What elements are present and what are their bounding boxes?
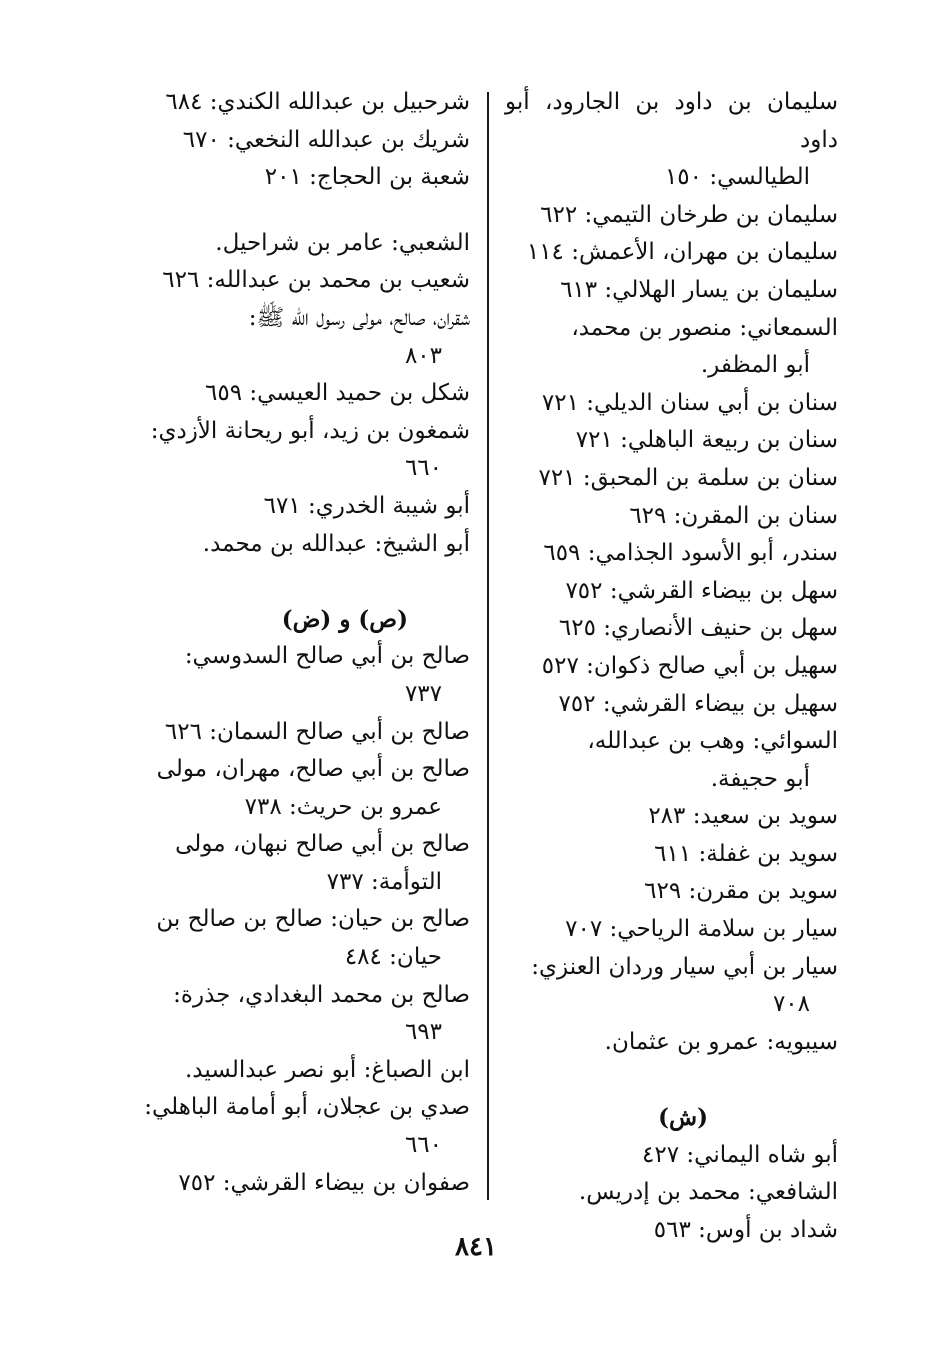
entry-text: شقران، صالح، مولى رسول الله ﷺ: — [248, 304, 470, 331]
entry-text: سهل بن بيضاء القرشي: ٧٥٢ — [565, 577, 838, 604]
entry-text: سنان بن أبي سنان الديلي: ٧٢١ — [541, 389, 838, 416]
entry-continuation: ٨٠٣ — [404, 342, 442, 369]
entry-text: سنان بن ربيعة الباهلي: ٧٢١ — [575, 427, 838, 454]
index-entry — [140, 1089, 470, 1164]
index-entry — [140, 262, 470, 300]
entry-continuation: ٧٣٧ — [404, 680, 442, 707]
entry-text: سنان بن المقرن: ٦٢٩ — [629, 502, 838, 529]
entry-text: سليمان بن داود بن الجارود، أبو داود — [505, 89, 838, 153]
entry-continuation: عمرو بن حريث: ٧٣٨ — [244, 793, 442, 820]
index-entry — [140, 1165, 470, 1203]
index-entry — [140, 751, 470, 826]
entry-continuation: حيان: ٤٨٤ — [344, 944, 442, 971]
index-entry — [140, 526, 470, 564]
entry-text: شكل بن حميد العيسي: ٦٥٩ — [204, 380, 470, 407]
entry-text: شريك بن عبدالله النخعي: ٦٧٠ — [182, 126, 470, 153]
entry-text: سليمان بن مهران، الأعمش: ١١٤ — [526, 239, 838, 266]
entry-text: شداد بن أوس: ٥٦٣ — [653, 1216, 838, 1243]
index-entry — [505, 648, 838, 686]
entry-text: سندر، أبو الأسود الجذامي: ٦٥٩ — [543, 540, 838, 567]
index-entry — [140, 375, 470, 413]
entry-text: سهل بن حنيف الأنصاري: ٦٢٥ — [558, 615, 838, 642]
index-entry — [505, 836, 838, 874]
left-column — [140, 84, 470, 1202]
index-entry — [505, 911, 838, 949]
index-entry — [505, 573, 838, 611]
index-entry — [140, 413, 470, 488]
index-entry — [140, 159, 470, 197]
index-entry — [505, 84, 838, 197]
entry-text: صدي بن عجلان، أبو أمامة الباهلي: — [144, 1094, 470, 1121]
entry-text: سويد بن مقرن: ٦٢٩ — [644, 878, 838, 905]
index-entry — [505, 1024, 838, 1062]
column-divider — [487, 92, 489, 1200]
index-entry — [505, 798, 838, 836]
entry-text: شرحبيل بن عبدالله الكندي: ٦٨٤ — [165, 89, 470, 115]
index-entry — [505, 686, 838, 724]
index-entry — [505, 1174, 838, 1212]
entry-continuation: ٦٦٠ — [404, 455, 442, 482]
entry-text: الشعبي: عامر بن شراحيل. — [215, 229, 470, 256]
index-entry — [505, 234, 838, 272]
entry-text: ابن الصباغ: أبو نصر عبدالسيد. — [185, 1056, 470, 1083]
index-entry — [505, 949, 838, 1024]
index-entry — [140, 901, 470, 976]
entry-continuation: أبو المظفر. — [700, 352, 810, 379]
index-entry — [505, 498, 838, 536]
entry-text: صالح بن أبي صالح السمان: ٦٢٦ — [164, 718, 470, 745]
index-entry — [505, 873, 838, 911]
entry-text: سهيل بن بيضاء القرشي: ٧٥٢ — [558, 690, 838, 717]
index-entry — [505, 385, 838, 423]
entry-continuation: أبو حجيفة. — [710, 765, 810, 792]
index-entry — [505, 1137, 838, 1175]
index-entry — [505, 272, 838, 310]
entry-text: سيار بن أبي سيار وردان العنزي: — [531, 953, 838, 980]
index-entry — [505, 422, 838, 460]
index-entry — [505, 310, 838, 385]
index-entry — [140, 84, 470, 122]
index-entry — [140, 977, 470, 1052]
index-entry — [505, 460, 838, 498]
entry-continuation: التوأمة: ٧٣٧ — [326, 868, 442, 895]
index-entry — [140, 1052, 470, 1090]
entry-text: أبو شاه اليماني: ٤٢٧ — [642, 1141, 838, 1168]
entry-text: شعيب بن محمد بن عبدالله: ٦٢٦ — [162, 267, 470, 294]
section-heading: (ش) — [658, 1104, 708, 1132]
entry-text: سيبويه: عمرو بن عثمان. — [604, 1028, 838, 1055]
index-entry — [140, 300, 470, 375]
entry-text: صالح بن أبي صالح نبهان، مولى — [175, 831, 470, 858]
spacer — [140, 563, 470, 601]
page-number: ٨٤١ — [455, 1232, 497, 1262]
right-column — [505, 84, 838, 1249]
entry-text: الشافعي: محمد بن إدريس. — [578, 1179, 838, 1206]
entry-text: صالح بن أبي صالح السدوسي: — [184, 643, 470, 670]
entry-text: صالح بن حيان: صالح بن صالح بن — [156, 906, 470, 933]
entry-text: سهيل بن أبي صالح ذكوان: ٥٢٧ — [541, 652, 838, 679]
entry-continuation: ٦٦٠ — [404, 1132, 442, 1159]
index-entry — [140, 122, 470, 160]
index-entry — [140, 225, 470, 263]
entry-text: أبو الشيخ: عبدالله بن محمد. — [202, 530, 470, 557]
entry-continuation: الطيالسي: ١٥٠ — [664, 164, 810, 191]
entry-text: أبو شيبة الخدري: ٦٧١ — [263, 492, 470, 519]
spacer — [505, 1061, 838, 1099]
index-entry — [505, 723, 838, 798]
entry-text: السمعاني: منصور بن محمد، — [571, 314, 838, 341]
index-entry — [140, 714, 470, 752]
entry-text: سليمان بن طرخان التيمي: ٦٢٢ — [540, 201, 838, 228]
entry-text: سليمان بن يسار الهلالي: ٦١٣ — [560, 276, 838, 303]
spacer — [140, 197, 470, 225]
entry-text: سيار بن سلامة الرياحي: ٧٠٧ — [565, 916, 838, 943]
index-entry — [140, 488, 470, 526]
section-heading: (ص) و (ض) — [281, 605, 408, 633]
entry-text: صالح بن محمد البغدادي، جذرة: — [173, 981, 470, 1008]
entry-text: صفوان بن بيضاء القرشي: ٧٥٢ — [178, 1169, 470, 1196]
entry-text: سويد بن غفلة: ٦١١ — [654, 840, 838, 867]
index-entry — [505, 535, 838, 573]
entry-text: شمغون بن زيد، أبو ريحانة الأزدي: — [150, 417, 470, 444]
entry-continuation: ٧٠٨ — [772, 991, 810, 1018]
entry-text: السوائي: وهب بن عبدالله، — [587, 728, 838, 755]
entry-text: شعبة بن الحجاج: ٢٠١ — [264, 164, 470, 191]
index-entry — [505, 197, 838, 235]
index-entry — [140, 826, 470, 901]
entry-text: سويد بن سعيد: ٢٨٣ — [648, 803, 838, 830]
entry-continuation: ٦٩٣ — [404, 1019, 442, 1046]
entry-text: صالح بن أبي صالح، مهران، مولى — [156, 756, 470, 783]
entry-text: سنان بن سلمة بن المحبق: ٧٢١ — [538, 464, 838, 491]
index-entry — [505, 610, 838, 648]
index-entry — [140, 638, 470, 713]
